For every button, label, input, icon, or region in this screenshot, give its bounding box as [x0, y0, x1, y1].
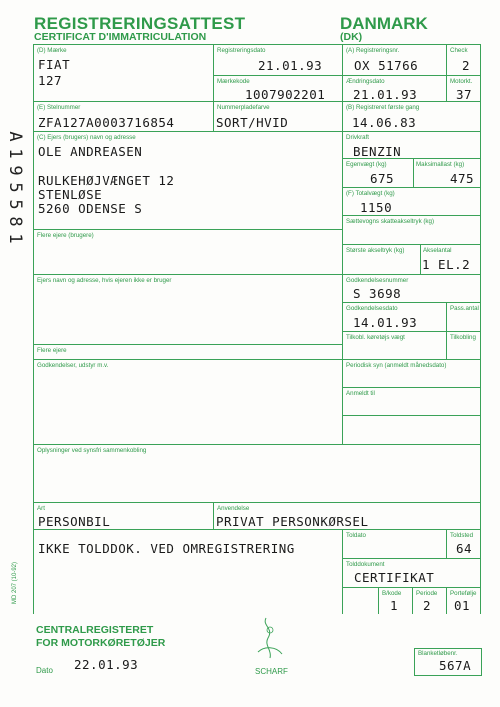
- frame-top: [33, 44, 480, 45]
- signature-stamp-icon: [252, 612, 288, 664]
- value-art: PERSONBIL: [38, 514, 111, 529]
- divider: [33, 344, 342, 345]
- value-nummerpladefarve: SORT/HVID: [216, 115, 289, 130]
- value-drivkraft: BENZIN: [353, 144, 402, 159]
- label-pass-antal: Pass.antal: [450, 305, 479, 312]
- value-toldsted: 64: [456, 541, 473, 556]
- label-registreringsnr: (A) Registreringsnr.: [346, 47, 400, 54]
- serial-char: A: [5, 131, 25, 142]
- divider: [342, 187, 480, 188]
- value-adresse-line3: 5260 ODENSE S: [38, 201, 143, 216]
- value-registreringsdato: 21.01.93: [258, 58, 323, 73]
- serial-char: 1: [5, 148, 25, 159]
- label-toldsted: Toldsted: [450, 532, 474, 539]
- label-ejers-navn: (C) Ejers (brugers) navn og adresse: [37, 134, 136, 141]
- serial-char: 9: [5, 165, 25, 176]
- label-periode: Periode: [416, 590, 438, 597]
- value-periode: 2: [423, 598, 432, 613]
- document-title: REGISTRERINGSATTEST: [34, 14, 246, 33]
- value-maerke-line2: 127: [38, 73, 63, 88]
- label-godkendelsesdato: Godkendelsesdato: [346, 305, 398, 312]
- divider: [342, 244, 480, 245]
- divider: [412, 587, 413, 614]
- value-check: 2: [462, 58, 471, 73]
- label-portefolje: Portefølje: [450, 590, 477, 597]
- value-foerste-gang: 14.06.83: [352, 115, 417, 130]
- value-aendringsdato: 21.01.93: [353, 87, 418, 102]
- label-art: Art: [37, 505, 45, 512]
- country-code: (DK): [340, 31, 363, 43]
- divider: [420, 244, 421, 274]
- divider: [342, 387, 480, 388]
- issuer-line2: FOR MOTORKØRETØJER: [36, 637, 166, 649]
- value-godkendelsesdato: 14.01.93: [353, 315, 418, 330]
- label-nummerpladefarve: Nummerpladefarve: [217, 104, 270, 111]
- label-periodisk-syn: Periodisk syn (anmeldt månedsdato): [346, 362, 447, 369]
- label-drivkraft: Drivkraft: [346, 134, 370, 141]
- divider: [446, 302, 447, 359]
- label-dato: Dato: [36, 666, 53, 675]
- label-registreringsdato: Registreringsdato: [217, 47, 266, 54]
- divider: [342, 331, 480, 332]
- value-maksimallast: 475: [450, 171, 475, 186]
- divider: [342, 587, 480, 588]
- label-stoerste-akseltryk: Største akseltryk (kg): [346, 247, 405, 254]
- divider: [213, 44, 214, 131]
- label-tolddokument: Tolddokument: [346, 561, 385, 568]
- label-anvendelse: Anvendelse: [217, 505, 250, 512]
- divider: [446, 44, 447, 101]
- label-foerste-gang: (B) Registreret første gang: [346, 104, 420, 111]
- value-anvendelse: PRIVAT PERSONKØRSEL: [216, 514, 369, 529]
- divider: [213, 75, 480, 76]
- value-akselantal: 1 EL.2: [422, 257, 471, 272]
- label-totalvaegt: (F) Totalvægt (kg): [346, 190, 395, 197]
- label-akselantal: Akselantal: [423, 247, 452, 254]
- value-registreringsnr: OX 51766: [354, 58, 419, 73]
- divider: [342, 415, 480, 416]
- label-godkendelser: Godkendelser, udstyr m.v.: [37, 362, 109, 369]
- value-adresse-line2: STENLØSE: [38, 187, 103, 202]
- divider: [33, 502, 480, 503]
- label-tilkobling: Tilkobling: [450, 334, 476, 341]
- divider: [33, 274, 480, 275]
- value-tolddokument: CERTIFIKAT: [354, 570, 435, 585]
- divider: [342, 558, 480, 559]
- label-flere-ejere: Flere ejere (brugere): [37, 232, 94, 239]
- value-maerkekode: 1007902201: [245, 87, 326, 102]
- label-tilkobl-koeretoejs: Tilkobl. køretøjs vægt: [346, 334, 405, 341]
- label-saettevogns: Sættevogns skatteakseltryk (kg): [346, 218, 435, 225]
- label-flere-ejere-2: Flere ejere: [37, 347, 67, 354]
- value-motorkt: 37: [456, 87, 473, 102]
- value-b-kode: 1: [390, 598, 399, 613]
- label-b-kode: B/kode: [382, 590, 402, 597]
- divider: [378, 587, 379, 614]
- divider: [342, 131, 343, 444]
- label-toldato: Toldato: [346, 532, 366, 539]
- divider: [342, 44, 343, 131]
- value-stelnummer: ZFA127A0003716854: [38, 115, 175, 130]
- value-adresse-line1: RULKEHØJVÆNGET 12: [38, 173, 175, 188]
- value-godkendelsesnummer: S 3698: [353, 286, 402, 301]
- document-subtitle: CERTIFICAT D'IMMATRICULATION: [34, 31, 207, 43]
- value-portefolje: 01: [454, 598, 471, 613]
- country-name: DANMARK: [340, 14, 428, 33]
- divider: [342, 215, 480, 216]
- label-anmeldt-til: Anmeldt til: [346, 390, 375, 397]
- divider: [342, 529, 343, 614]
- serial-char: 5: [5, 182, 25, 193]
- label-check: Check: [450, 47, 468, 54]
- label-maksimallast: Maksimallast (kg): [416, 161, 465, 168]
- label-ejers-navn-ikke-bruger: Ejers navn og adresse, hvis ejeren ikke er bruger: [37, 277, 172, 284]
- value-dato: 22.01.93: [74, 657, 139, 672]
- value-maerke-line1: FIAT: [38, 57, 71, 72]
- divider: [446, 529, 447, 558]
- label-stelnummer: (E) Stelnummer: [37, 104, 81, 111]
- divider: [33, 444, 480, 445]
- value-egenvaegt: 675: [370, 171, 395, 186]
- divider: [342, 302, 480, 303]
- label-maerke: (D) Mærke: [37, 47, 67, 54]
- frame-right: [480, 44, 481, 614]
- label-godkendelsesnummer: Godkendelsesnummer: [346, 277, 409, 284]
- serial-char: 1: [5, 233, 25, 244]
- form-code: MD 207 (10-92): [12, 561, 19, 605]
- value-oplysninger-text: IKKE TOLDDOK. VED OMREGISTRERING: [38, 541, 295, 556]
- divider: [213, 502, 214, 529]
- serial-char: 5: [5, 199, 25, 210]
- form-number-box: [414, 648, 482, 676]
- divider: [33, 131, 480, 132]
- label-blanketloebenr: Blanketløbenr.: [418, 650, 458, 657]
- label-aendringsdato: Ændringsdato: [346, 78, 385, 85]
- divider: [413, 158, 414, 187]
- label-oplysninger: Oplysninger ved synsfri sammenkobling: [37, 447, 147, 454]
- value-ejer-navn: OLE ANDREASEN: [38, 144, 143, 159]
- divider: [33, 529, 480, 530]
- label-maerkekode: Mærkekode: [217, 78, 250, 85]
- value-totalvaegt: 1150: [360, 200, 393, 215]
- divider: [33, 359, 480, 360]
- label-motorkt: Motorkt.: [450, 78, 473, 85]
- signature-name: SCHARF: [255, 667, 288, 676]
- divider: [446, 587, 447, 614]
- value-blanketloebenr: 567A: [439, 658, 472, 673]
- issuer-line1: CENTRALREGISTERET: [36, 624, 154, 636]
- divider: [33, 229, 342, 230]
- serial-number: [6, 128, 26, 247]
- label-egenvaegt: Egenvægt (kg): [346, 161, 387, 168]
- serial-char: 8: [5, 216, 25, 227]
